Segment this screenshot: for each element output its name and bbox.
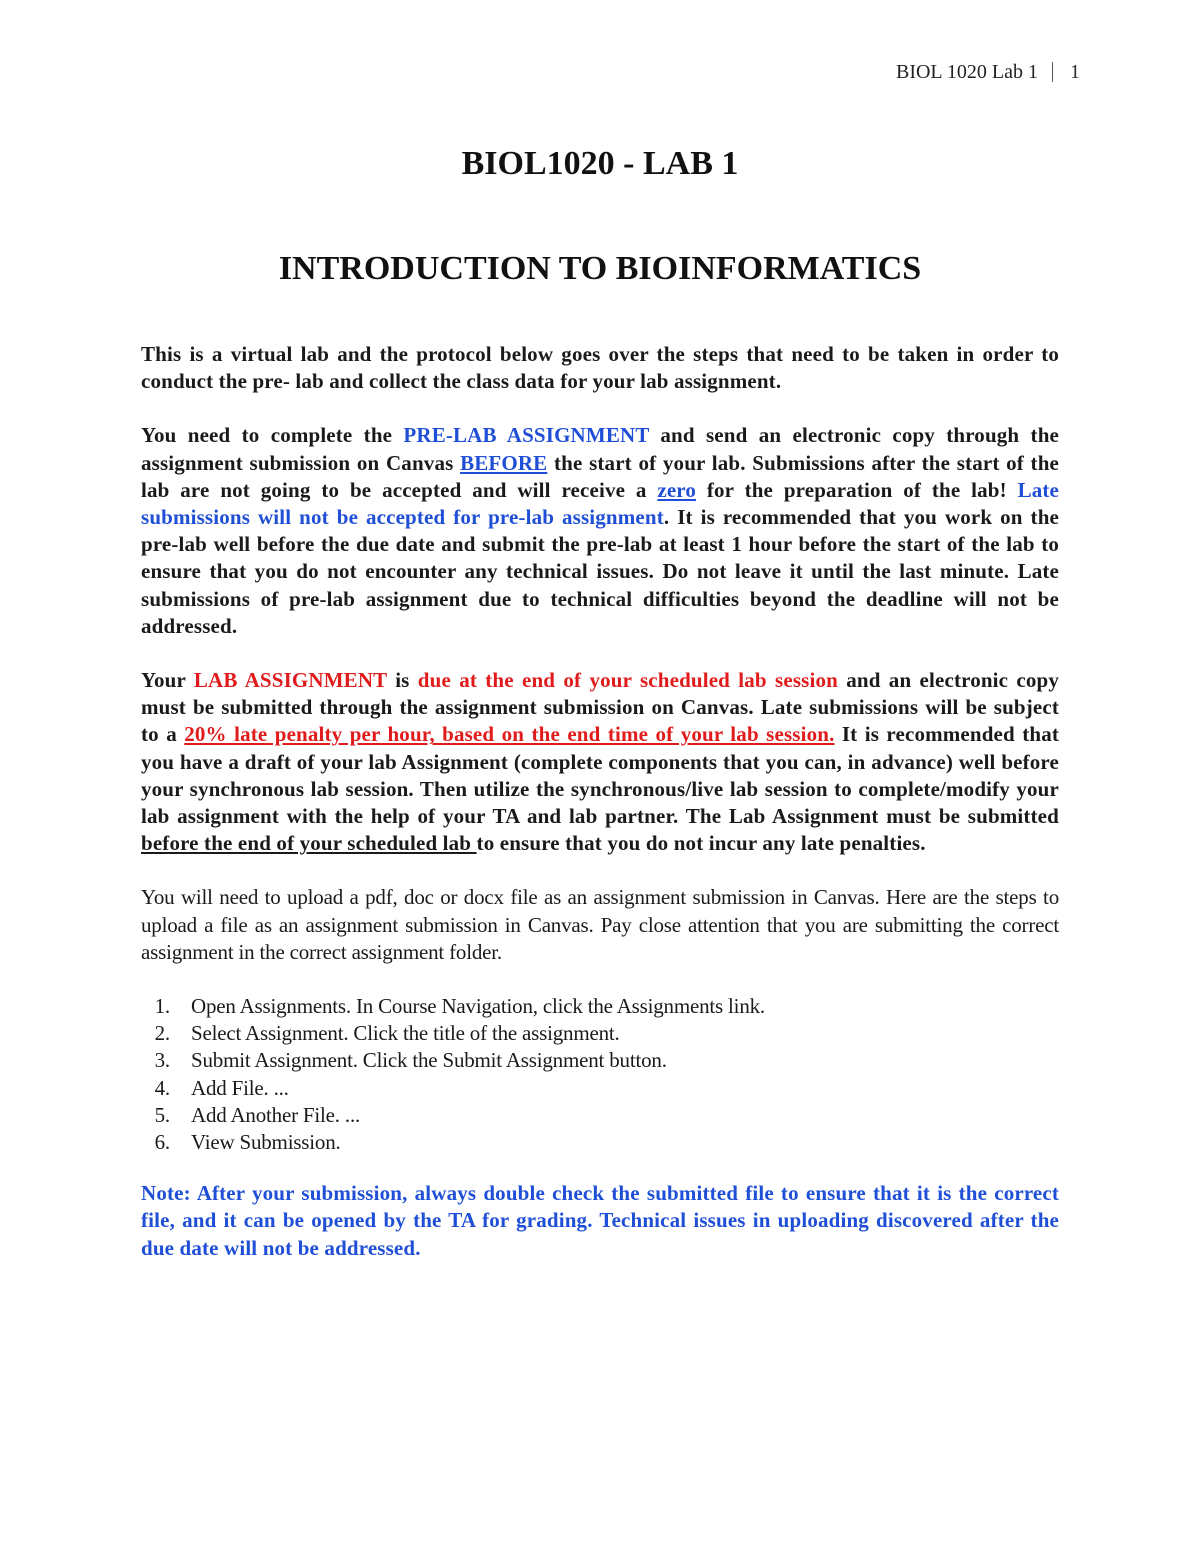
lab-text-2: is (386, 668, 418, 693)
prelab-paragraph (141, 422, 1059, 640)
lab-text-5: to ensure that you do not incur any late penalties. (476, 831, 926, 856)
submission-note: Note: After your submission, always double check the submitted file to ensure that it is the correct file, and it can be opened by the TA for grading. Technical issues in uploading discovered after the due date will not be addressed. (141, 1181, 1059, 1260)
lab-text-4: It is recommended that you have a draft of your lab Assignment (complete components that you can, in advance) well before your synchronous lab session. Then utilize the synchronous/live lab session to complete/modify your lab assignment with the help of your TA and lab partner. The Lab Assignment must be submitted (141, 722, 1059, 829)
intro-paragraph: This is a virtual lab and the protocol below goes over the steps that need to be taken in order to conduct the pre- lab and collect the class data for your lab assignment. (141, 342, 1059, 394)
upload-steps-list (141, 993, 1059, 1156)
lab-text-3: and an electronic copy must be submitted through the assignment submission on Canvas. Late submissions will be subject to a (141, 668, 1060, 747)
prelab-text-2: and send an electronic copy through the assignment submission on Canvas (141, 423, 1059, 475)
prelab-text-1: You need to complete the (141, 423, 404, 448)
due-highlight: due at the end of your scheduled lab session (417, 668, 838, 693)
list-item: 4. Add File. ... (175, 1075, 1059, 1102)
prelab-text-3: the start of your lab. Submissions after the start of the lab are not going to be accepted and will receive a (141, 450, 1060, 502)
lab-assignment-highlight: LAB ASSIGNMENT (193, 668, 387, 693)
running-title: BIOL 1020 Lab 1 (896, 62, 1053, 82)
late-penalty-highlight: 20% late penalty per hour, based on the end time of your lab session. (184, 722, 835, 747)
late-submission-note: Late submissions will not be accepted for pre-lab assignment (141, 477, 1059, 530)
list-item: 3. Submit Assignment. Click the Submit Assignment button. (175, 1047, 1059, 1074)
list-item: 2. Select Assignment. Click the title of the assignment. (175, 1020, 1059, 1047)
zero-highlight: zero (657, 477, 697, 502)
course-title: BIOL1020 - LAB 1 (461, 145, 739, 182)
upload-instructions: You will need to upload a pdf, doc or docx file as an assignment submission in Canvas. Here are the steps to upload a file as an assignment submission in Canvas. Pay close attention that you are submitting the correct assignment in the correct assignment folder. (141, 885, 1059, 964)
page-number: 1 (1070, 61, 1080, 83)
lab-assignment-paragraph (141, 667, 1059, 857)
list-item: 5. Add Another File. ... (175, 1102, 1059, 1129)
list-item: 1. Open Assignments. In Course Navigation, click the Assignments link. (175, 993, 1059, 1020)
lab-text-1: Your (141, 668, 194, 693)
prelab-text-4: for the preparation of the lab! (696, 477, 1018, 502)
document-body (141, 341, 1059, 1289)
deadline-highlight: before the end of your scheduled lab (141, 831, 477, 856)
prelab-assignment-highlight: PRE-LAB ASSIGNMENT (403, 423, 650, 448)
before-highlight: BEFORE (460, 450, 548, 475)
list-item: 6. View Submission. (175, 1129, 1059, 1156)
document-title: INTRODUCTION TO BIOINFORMATICS (278, 250, 922, 287)
prelab-text-5: . It is recommended that you work on the pre-lab well before the due date and submit the pre-lab at least 1 hour before the start of the lab to ensure that you do not encounter any technical issues. Do not leave it until the last minute. Late submissions of pre-lab assignment due to technical difficulties beyond the deadline will not be addressed. (141, 505, 1060, 638)
running-header (896, 62, 1097, 82)
